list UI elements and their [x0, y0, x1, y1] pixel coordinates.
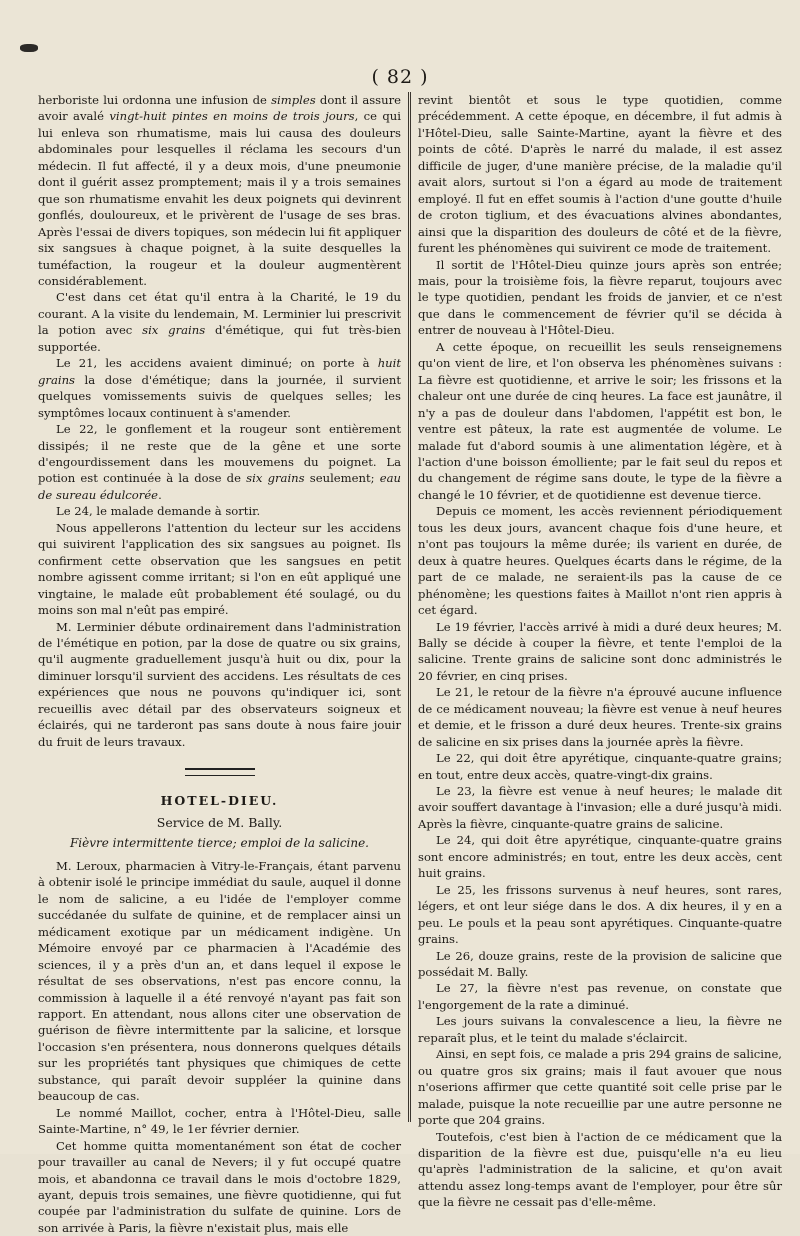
section-title: HOTEL-DIEU.: [160, 792, 279, 808]
section-service: Service de M. Bally.: [156, 815, 283, 831]
paragraph: Le 22, le gonflement et la rougeur sont entièrement dissipés; il ne reste que de la gêne et une sorte d'engourdissement dans les mouvemens du poignet. La potion est continuée à la dose de six grains seulement; eau de sureau édulcorée.: [38, 422, 402, 502]
paragraph: Le 21, les accidens avaient diminué; on porte à huit grains la dose d'émétique; dans la journée, il survient quelques vomissements suivis de quelques selles; les symptômes locaux continuent à s'amender.: [38, 356, 401, 420]
paragraph: Le 22, qui doit être apyrétique, cinquante-quatre grains; en tout, entre deux accès, quatre-vingt-dix grains.: [418, 751, 782, 782]
paragraph: Il sortit de l'Hôtel-Dieu quinze jours après son entrée; mais, pour la troisième fois, la fièvre reparut, toujours avec le type quotidien, pendant les froids de janvier, et ce n'est que dans le commencement de février qu'il se décida à entrer de nouveau à l'Hôtel-Dieu.: [418, 257, 782, 338]
paragraph: Le 26, douze grains, reste de la provision de salicine que possédait M. Bally.: [418, 948, 782, 980]
left-column: [38, 92, 401, 1236]
paragraph: C'est dans cet état qu'il entra à la Charité, le 19 du courant. A la visite du lendemain, M. Lerminier lui prescrivit la potion avec six grains d'émétique, qui fut très-bien supportée.: [38, 290, 401, 354]
paragraph: Toutefois, c'est bien à l'action de ce médicament que la disparition de la fièvre est due, puisqu'elle n'a eu lieu qu'après l'administration de la salicine, et qu'on avait attendu assez long-temps avant de l'employer, pour être sûr que la fièvre ne cessait pas d'elle-même.: [418, 1129, 782, 1210]
paragraph: Le 24, le malade demande à sortir.: [56, 504, 261, 519]
paragraph: Le 19 février, l'accès arrivé à midi a duré deux heures; M. Bally se décide à couper la fièvre, et tente l'emploi de la salicine. Trente grains de salicine sont donc administrés le 20 février, en cinq prises.: [418, 619, 782, 683]
paragraph: Depuis ce moment, les accès reviennent périodiquement tous les deux jours, avancent chaque fois d'une heure, et n'ont pas toujours la même durée; ils varient en durée, de deux à quatre heures. Quelques écarts dans le régime, de la part de ce malade, ne seraient-ils pas la cause de ce phénomène; les questions faites à Maillot n'ont rien appris à cet égard.: [418, 504, 782, 618]
paragraph: Le 21, le retour de la fièvre n'a éprouvé aucune influence de ce médicament nouveau; la fièvre est venue à neuf heures et demie, et le frisson a duré deux heures. Trente-six grains de salicine en six prises dans la journée après la fièvre.: [418, 685, 782, 749]
paragraph: Le nommé Maillot, cocher, entra à l'Hôtel-Dieu, salle Sainte-Martine, n° 49, le 1er février dernier.: [38, 1105, 401, 1137]
paragraph: revint bientôt et sous le type quotidien, comme précédemment. A cette époque, en décembre, il fut admis à l'Hôtel-Dieu, salle Sainte-Martine, ayant la fièvre et des points de côté. D'après le narré du malade, il est assez difficile de juger, d'une manière précise, de la maladie qu'il avait alors, surtout si l'on a égard au mode de traitement employé. Il fut en effet soumis à l'action d'une goutte d'huile de croton tiglium, et des évacuations alvines abondantes, ainsi que la disparition des douleurs de côté et de la fièvre, furent les phénomènes qui suivirent ce mode de traitement.: [418, 93, 782, 256]
section-divider: [38, 764, 401, 780]
paragraph: Le 23, la fièvre est venue à neuf heures; le malade dit avoir souffert davantage à l'invasion; elle a duré jusqu'à midi. Après la fièvre, cinquante-quatre grains de salicine.: [418, 784, 782, 831]
paragraph: herboriste lui ordonna une infusion de simples dont il assure avoir avalé vingt-huit pintes en moins de trois jours, ce qui lui enleva son rhumatisme, mais lui causa des douleurs abdominales pour lesquelles il réclama les secours d'un médecin. Il fut affecté, il y a deux mois, d'une pneumonie dont il guérit assez promptement; mais il y a trois semaines que son rhumatisme envahit les deux poignets qui devinrent gonflés, douloureux, et le privèrent de l'usage de ses bras. Après l'essai de divers topiques, son médecin lui fit appliquer six sangsues à chaque poignet, à la suite desquelles la tuméfaction, la rougeur et la douleur augmentèrent considérablement.: [38, 93, 401, 288]
paragraph: Cet homme quitta momentanément son état de cocher pour travailler au canal de Nevers; il y fut occupé quatre mois, et abandonna ce travail dans le mois d'octobre 1829, ayant, depuis trois semaines, une fièvre quotidienne, qui fut coupée par l'administration du sulfate de quinine. Lors de son arrivée à Paris, la fièvre n'existait plus, mais elle: [38, 1138, 401, 1235]
paragraph: M. Leroux, pharmacien à Vitry-le-Français, étant parvenu à obtenir isolé le principe immédiat du saule, auquel il donne le nom de salicine, a eu l'idée de l'employer comme succédanée du sulfate de quinine, et de remplacer ainsi un médicament exotique par un médicament indigène. Un Mémoire envoyé par ce pharmacien à l'Académie des sciences, il y a près d'un an, et dans lequel il expose le résultat de ses observations, n'est pas encore connu, la commission à laquelle il a été renvoyé n'ayant pas fait son rapport. En attendant, nous allons citer une observation de guérison de fièvre intermittente par la salicine, et lorsque l'occasion s'en présentera, nous donnerons quelques détails sur les propriétés tant physiques que chimiques de cette substance, qui paraît devoir suppléer la quinine dans beaucoup de cas.: [38, 858, 401, 1104]
paragraph: Nous appellerons l'attention du lecteur sur les accidens qui suivirent l'application des six sangsues au poignet. Ils confirment cette observation que les sangsues en petit nombre agissent comme irritant; si l'on en eût appliqué une vingtaine, le malade eût probablement été soulagé, ou du moins son mal n'eût pas empiré.: [38, 520, 401, 618]
paragraph: Ainsi, en sept fois, ce malade a pris 294 grains de salicine, ou quatre gros six grains; mais il faut avouer que nous n'oserions affirmer que cette quantité soit celle prise par le malade, puisque la note recueillie par une autre personne ne porte que 204 grains.: [418, 1047, 782, 1128]
column-rule: [408, 92, 412, 1122]
section-subtitle: Fièvre intermittente tierce; emploi de la salicine.: [69, 836, 369, 851]
paragraph: Les jours suivans la convalescence a lieu, la fièvre ne reparaît plus, et le teint du malade s'éclaircit.: [418, 1014, 782, 1045]
paragraph: Le 24, qui doit être apyrétique, cinquante-quatre grains sont encore administrés; en tout, entre les deux accès, cent huit grains.: [418, 833, 782, 881]
paragraph: A cette époque, on recueillit les seuls renseignemens qu'on vient de lire, et l'on observa les phénomènes suivans : La fièvre est quotidienne, et arrive le soir; les frissons et la chaleur ont une durée de cinq heures. La face est jaunâtre, il n'y a pas de douleur dans l'abdomen, l'appétit est bon, le ventre est pâteux, la rate est augmentée de volume. Le malade fut d'abord soumis à une alimentation légère, et à l'action d'une boisson émolliente; par le fait seul du repos et du changement de régime sans doute, le type de la fièvre a changé le 10 février, et de quotidienne est devenue tierce.: [418, 339, 782, 502]
right-column: [418, 92, 782, 1211]
paragraph: Le 25, les frissons survenus à neuf heures, sont rares, légers, et ont leur siége dans le dos. A dix heures, il y en a peu. Le pouls et la peau sont apyrétiques. Cinquante-quatre grains.: [418, 882, 782, 947]
paragraph: M. Lerminier débute ordinairement dans l'administration de l'émétique en potion, par la dose de quatre ou six grains, qu'il augmente graduellement jusqu'à huit ou dix, pour la diminuer lorsqu'il survient des accidens. Les résultats de ces expériences que nous ne pouvons qu'indiquer ici, sont recueillis avec détail par des observateurs soigneux et éclairés, qui ne tarderont pas sans doute à nous faire jouir du fruit de leurs travaux.: [38, 619, 401, 749]
ink-blot: [20, 44, 38, 52]
paragraph: Le 27, la fièvre n'est pas revenue, on constate que l'engorgement de la rate a diminué.: [418, 981, 782, 1012]
page-number: ( 82 ): [371, 66, 429, 88]
